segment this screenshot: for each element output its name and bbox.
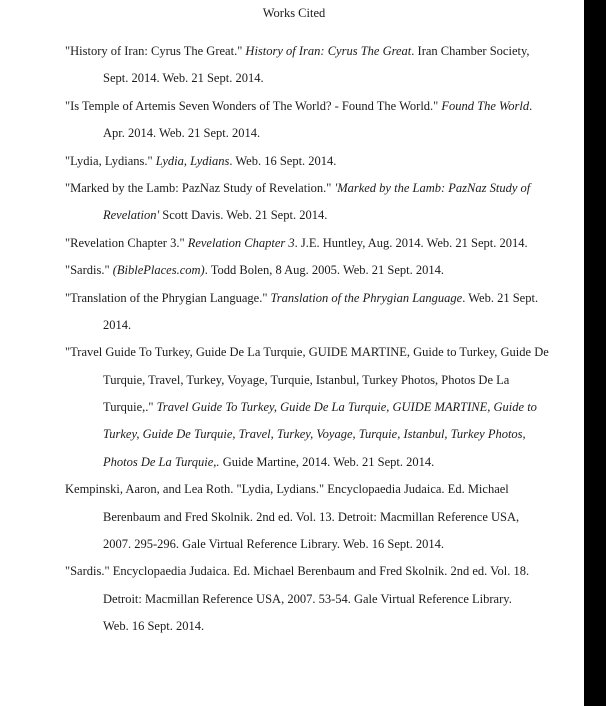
citation-segment: History of Iran: Cyrus The Great — [245, 44, 412, 58]
citation-line — [65, 202, 523, 229]
citation-segment: . J.E. Huntley, Aug. 2014. Web. 21 Sept. 2014. — [294, 235, 528, 250]
citation-entry — [65, 339, 549, 476]
citation-segment: "Revelation Chapter 3." — [65, 235, 188, 250]
citation-line — [65, 421, 526, 448]
citation-segment: Lydia, Lydians — [155, 153, 230, 168]
citation-segment: Guide Martine, 2014. Web. 21 Sept. 2014. — [219, 454, 435, 469]
citation-entry — [65, 558, 530, 640]
citation-line — [65, 65, 523, 92]
citation-line — [65, 175, 531, 202]
citation-entry — [65, 285, 539, 340]
citation-segment: Detroit: Macmillan Reference USA, 2007. 53-54. Gale Virtual Reference Library. — [103, 591, 512, 606]
citation-line — [65, 394, 537, 421]
citation-line — [65, 285, 539, 312]
citation-entry — [65, 257, 523, 284]
citation-line — [65, 230, 528, 257]
citation-line — [65, 312, 523, 339]
citation-segment: "Travel Guide To Turkey, Guide De La Turquie, GUIDE MARTINE, Guide to Turkey, Guide De — [65, 345, 549, 360]
citation-segment: Sept. 2014. Web. 21 Sept. 2014. — [103, 71, 264, 86]
citation-segment: "Translation of the Phrygian Language." — [65, 290, 271, 305]
citation-line — [65, 531, 523, 558]
citation-line — [65, 476, 523, 503]
citation-segment: 2007. 295-296. Gale Virtual Reference Library. Web. 16 Sept. 2014. — [103, 537, 444, 552]
citation-line — [65, 367, 523, 394]
citation-segment: . Web. 21 Sept. — [462, 290, 539, 305]
citation-entry — [65, 175, 531, 230]
citation-segment: Travel Guide To Turkey, Guide De La Turquie, GUIDE MARTINE, Guide to — [156, 400, 537, 415]
citation-line — [65, 120, 523, 147]
citation-line — [65, 613, 523, 640]
citation-entry — [65, 476, 523, 558]
citation-entry — [65, 230, 528, 257]
citation-segment: 'Marked by the Lamb: PazNaz Study of — [334, 180, 531, 195]
citation-segment: Translation of the Phrygian Language — [270, 290, 463, 305]
citation-segment: . Web. 16 Sept. 2014. — [229, 153, 337, 168]
citation-segment: Web. 16 Sept. 2014. — [103, 619, 205, 634]
citation-segment: 2014. — [103, 317, 132, 332]
citation-segment: (BiblePlaces.com) — [112, 263, 205, 278]
citation-segment: Turquie, Travel, Turkey, Voyage, Turquie, Istanbul, Turkey Photos, Photos De La — [103, 372, 510, 387]
citation-segment: . — [529, 98, 533, 113]
citation-segment: "Is Temple of Artemis Seven Wonders of The World? - Found The World." — [65, 98, 442, 113]
citations-list — [65, 38, 549, 641]
citation-line — [65, 38, 530, 65]
citation-segment: "History of Iran: Cyrus The Great." — [65, 44, 246, 58]
citation-line — [65, 257, 523, 284]
citation-segment: "Sardis." Encyclopaedia Judaica. Ed. Michael Berenbaum and Fred Skolnik. 2nd ed. Vol. 18. — [65, 564, 530, 579]
citation-segment: Found The World — [441, 98, 530, 113]
citation-segment: Scott Davis. Web. 21 Sept. 2014. — [159, 208, 328, 223]
citation-segment: Turquie,." — [103, 400, 157, 415]
citation-line — [65, 339, 549, 366]
citation-entry — [65, 93, 533, 148]
citation-segment: Revelation' — [103, 208, 160, 223]
citation-segment: . Iran Chamber Society, — [411, 44, 530, 58]
citation-entry — [65, 148, 523, 175]
citation-line — [65, 558, 530, 585]
page-title: Works Cited — [262, 6, 326, 20]
citation-segment: Kempinski, Aaron, and Lea Roth. "Lydia, Lydians." Encyclopaedia Judaica. Ed. Michael — [65, 482, 509, 497]
citation-segment: Revelation Chapter 3 — [187, 235, 295, 250]
citation-line — [65, 504, 523, 531]
citation-segment: Berenbaum and Fred Skolnik. 2nd ed. Vol. 13. Detroit: Macmillan Reference USA, — [103, 509, 520, 524]
citation-line — [65, 93, 533, 120]
screen-edge-black-bar — [584, 0, 606, 706]
citation-segment: . Todd Bolen, 8 Aug. 2005. Web. 21 Sept. 2014. — [204, 263, 445, 278]
citation-segment: "Sardis." — [65, 263, 113, 278]
citation-line — [65, 449, 523, 476]
citation-line — [65, 586, 523, 613]
citation-segment: Photos De La Turquie,. — [103, 454, 220, 469]
citation-segment: "Lydia, Lydians." — [65, 153, 156, 168]
citation-segment: "Marked by the Lamb: PazNaz Study of Revelation." — [65, 180, 335, 195]
citation-entry — [65, 38, 530, 93]
citation-line — [65, 148, 523, 175]
citation-segment: Turkey, Guide De Turquie, Travel, Turkey, Voyage, Turquie, Istanbul, Turkey Photos, — [103, 427, 526, 442]
citation-segment: Apr. 2014. Web. 21 Sept. 2014. — [103, 126, 261, 141]
